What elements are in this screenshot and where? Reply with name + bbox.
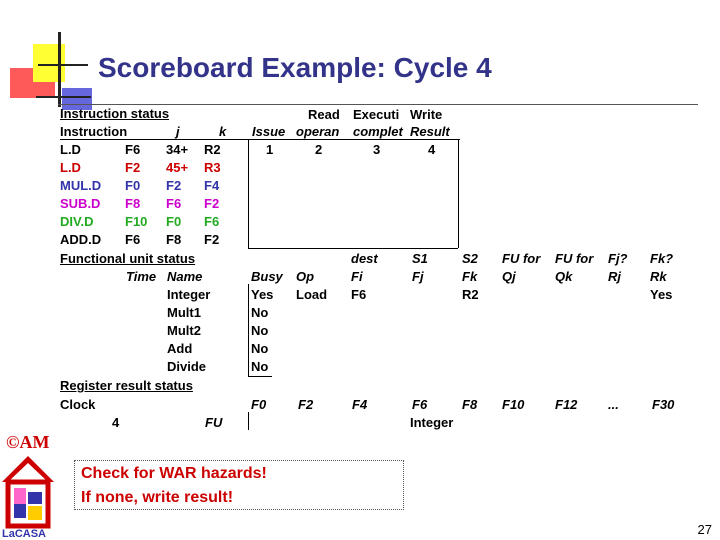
instr-dest: F8 [125,196,141,211]
col-fk: Fk [462,269,478,284]
instr-j: 34+ [166,142,189,157]
col-issue: Issue [252,124,286,139]
callout-line-2: If none, write result! [81,489,234,506]
register-f2: F2 [298,397,314,412]
table-border [248,376,272,377]
col-instruction: Instruction [60,124,128,139]
instr-k: F6 [204,214,220,229]
instr-op: DIV.D [60,214,94,229]
col-qk: Qk [555,269,573,284]
lacasa-caption: LaCASA [2,528,47,540]
instr-k: R3 [204,160,221,175]
col-write: Write [410,107,443,122]
col-read: Read [308,107,340,122]
table-border [248,140,249,248]
fu-fk: R2 [462,287,479,302]
cycle-read: 2 [315,142,323,157]
col-fj-ready: Fj? [608,251,628,266]
fu-name: Integer [167,287,211,302]
fu-fi: F6 [351,287,367,302]
instr-k: F4 [204,178,220,193]
fu-name: Divide [167,359,207,374]
col-op: Op [296,269,315,284]
table-border [458,140,459,248]
col-fu-for-k: FU for [555,251,594,266]
col-qj: Qj [502,269,516,284]
register-f6: F6 [412,397,428,412]
fu-busy: No [251,341,269,356]
instr-k: F2 [204,232,220,247]
col-fj: Fj [412,269,424,284]
decor-horizontal-line [38,64,88,66]
register-f8: F8 [462,397,478,412]
title-rule [58,104,698,105]
instr-j: 45+ [166,160,189,175]
col-s2: S2 [462,251,478,266]
instr-k: F2 [204,196,220,211]
register-f4: F4 [352,397,368,412]
col-execution: Executi [353,107,400,122]
instr-dest: F6 [125,232,141,247]
fu-name: Add [167,341,193,356]
callout-line-1: Check for WAR hazards! [81,465,267,482]
instr-op: ADD.D [60,232,102,247]
instr-dest: F2 [125,160,141,175]
col-result: Result [410,124,450,139]
fu-busy: No [251,305,269,320]
instr-j: F8 [166,232,182,247]
register-f10: F10 [502,397,525,412]
register-f0: F0 [251,397,267,412]
col-complete: complet [353,124,403,139]
register-ellipsis: ... [608,397,619,412]
slide-title: Scoreboard Example: Cycle 4 [98,52,492,83]
col-fi: Fi [351,269,363,284]
fu-name: Mult1 [167,305,201,320]
col-j: j [176,124,180,139]
table-border [248,412,249,430]
register-f30: F30 [652,397,675,412]
fu-busy: No [251,323,269,338]
col-fk-ready: Fk? [650,251,674,266]
header-rule [60,139,460,140]
clock-label: Clock [60,397,96,412]
instr-dest: F0 [125,178,141,193]
col-fu-for-j: FU for [502,251,541,266]
instr-op: MUL.D [60,178,102,193]
fu-busy: Yes [251,287,274,302]
cycle-write: 4 [428,142,436,157]
clock-value: 4 [112,415,120,430]
instr-op: SUB.D [60,196,101,211]
instr-k: R2 [204,142,221,157]
cycle-issue: 1 [266,142,274,157]
instr-op: L.D [60,160,81,175]
cycle-exec: 3 [373,142,381,157]
page-number: 27 [697,522,712,537]
instr-j: F0 [166,214,182,229]
house-logo-icon [0,452,56,530]
register-f12: F12 [555,397,578,412]
instr-op: L.D [60,142,81,157]
instr-j: F2 [166,178,182,193]
register-status-label: Register result status [60,378,193,393]
col-name: Name [167,269,203,284]
fu-op: Load [296,287,328,302]
callout-box [74,460,404,510]
table-border [248,284,249,376]
col-rk: Rk [650,269,667,284]
fu-name: Mult2 [167,323,201,338]
col-time: Time [126,269,157,284]
fu-status-label: Functional unit status [60,251,196,266]
am-logo: ©AM [6,432,50,452]
col-dest: dest [351,251,378,266]
table-border [248,248,458,249]
fu-row-label: FU [205,415,223,430]
col-busy: Busy [251,269,283,284]
fu-busy: No [251,359,269,374]
col-rj: Rj [608,269,621,284]
instr-j: F6 [166,196,182,211]
col-s1: S1 [412,251,428,266]
register-f6-unit: Integer [410,415,454,430]
instr-dest: F10 [125,214,148,229]
col-operands: operan [296,124,340,139]
col-k: k [219,124,227,139]
instr-dest: F6 [125,142,141,157]
instruction-status-label: Instruction status [60,106,170,121]
fu-rk: Yes [650,287,673,302]
decor-horizontal-line [36,96,91,98]
